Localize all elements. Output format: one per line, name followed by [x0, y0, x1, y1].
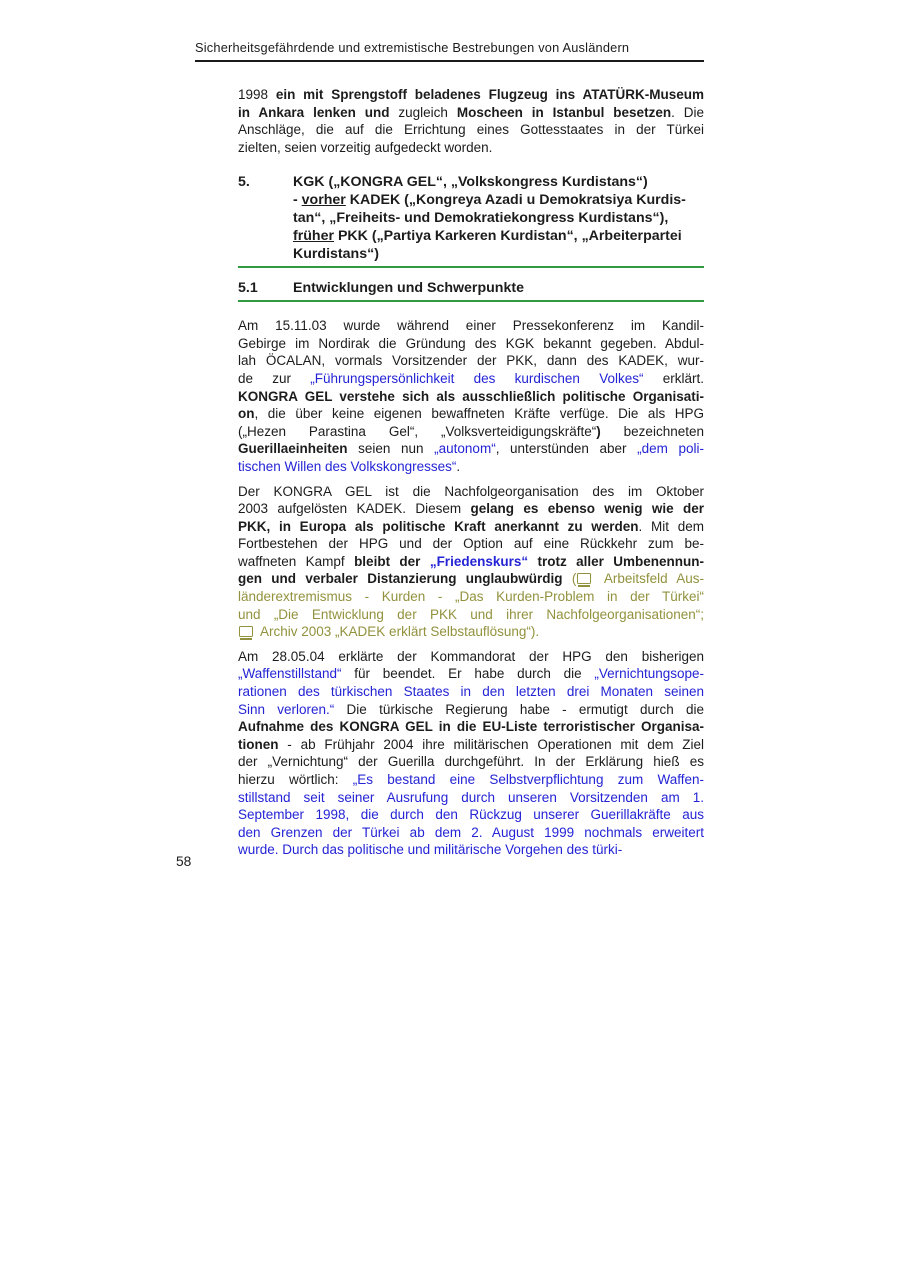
text-run: -	[293, 192, 302, 209]
monitor-icon	[239, 626, 253, 637]
text-run: (	[571, 571, 577, 587]
text-line	[238, 771, 704, 789]
text-run: Der KONGRA GEL ist die Nachfolgeorganisation des im Oktober	[238, 483, 704, 499]
text-run: für beendet. Er habe durch die	[341, 666, 595, 682]
text-line	[238, 405, 704, 423]
text-line	[238, 665, 704, 683]
subsection-title: Entwicklungen und Schwerpunkte	[293, 280, 524, 297]
text-line	[238, 423, 704, 441]
text-line	[238, 352, 704, 370]
text-run: 2003 aufgelösten KADEK. Diesem	[238, 501, 471, 517]
text-run: Moscheen in Istanbul besetzen	[456, 104, 672, 120]
text-run: PKK („Partiya Karkeren Kurdistan“, „Arbeiterpartei	[334, 227, 682, 244]
text-run: Die türkische Regierung habe - ermutigt durch die	[334, 701, 704, 717]
text-run: , unterstünden aber	[495, 441, 638, 457]
section-5-1-heading	[238, 280, 704, 298]
text-line	[238, 535, 704, 553]
text-run: Sinn verloren.“	[238, 701, 335, 717]
text-run: und „Die Entwicklung der PKK und ihrer Nachfolgeorganisationen“;	[238, 606, 704, 622]
text-run: Am 28.05.04 erklärte der Kommandorat der HPG den bisherigen	[238, 648, 704, 664]
text-line	[238, 518, 704, 536]
text-run: tischen Willen des Volkskongresses“	[238, 458, 457, 474]
text-line	[238, 701, 704, 719]
text-run: PKK, in Europa als politische Kraft anerkannt zu werden	[238, 518, 639, 534]
text-line	[238, 753, 704, 771]
text-run: waffneten Kampf	[238, 553, 355, 569]
text-run: on	[238, 406, 255, 422]
text-line	[238, 841, 704, 859]
text-run: September 1998, die durch den Rückzug unserer Guerillakräfte aus	[238, 807, 704, 823]
text-run: gen und verbaler Distanzierung unglaubwürdig	[238, 571, 572, 587]
text-line	[238, 718, 704, 736]
text-line	[238, 370, 704, 388]
text-run: . Die	[671, 104, 704, 120]
text-line	[238, 606, 704, 624]
text-line	[238, 121, 704, 139]
paragraph-successor	[238, 483, 704, 641]
text-run: länderextremismus - Kurden - „Das Kurden-Problem in der Türkei“	[238, 589, 704, 605]
text-run: in Ankara lenken und	[238, 104, 399, 120]
text-run: „dem poli-	[637, 441, 704, 457]
text-run: Arbeitsfeld Aus-	[595, 571, 704, 587]
text-run: Guerillaeinheiten	[238, 441, 348, 457]
text-line	[238, 648, 704, 666]
text-line	[293, 246, 704, 264]
text-run: stillstand seit seiner Ausrufung durch unseren Vorsitzenden am 1.	[238, 789, 704, 805]
text-run: KADEK („Kongreya Azadi u Demokratsiya Kurdis-	[345, 192, 686, 209]
text-run: tan“, „Freiheits- und Demokratiekongress Kurdistans“),	[293, 209, 669, 226]
text-line	[238, 86, 704, 104]
text-run: 1998	[238, 87, 276, 102]
subsection-number: 5.1	[238, 280, 258, 297]
text-run: „autonom“	[434, 441, 496, 457]
section-divider-rule	[238, 266, 704, 268]
text-line	[238, 500, 704, 518]
text-line	[238, 139, 704, 157]
paragraph-founding	[238, 317, 704, 475]
text-run: Aufnahme des KONGRA GEL in die EU-Liste terroristischer Organisa-	[238, 719, 704, 735]
text-run: erklärt.	[643, 370, 704, 386]
text-run: lah ÖCALAN, vormals Vorsitzender der PKK, dann des KADEK, wur-	[238, 353, 704, 369]
section-title	[293, 174, 704, 263]
text-line	[238, 736, 704, 754]
text-line	[238, 588, 704, 606]
text-run: „Vernichtungsope-	[594, 666, 704, 682]
text-run: tionen	[238, 736, 279, 752]
text-run: vorher	[301, 192, 346, 209]
header-title: Sicherheitsgefährdende und extremistische Bestrebungen von Ausländern	[195, 40, 630, 55]
text-run: , die über keine eigenen bewaffneten Kräfte verfüge. Die als HPG	[254, 406, 704, 422]
text-run: .	[456, 458, 461, 474]
text-run: „Es bestand eine Selbstverpflichtung zum Waffen-	[352, 772, 704, 787]
text-run: - ab Frühjahr 2004 ihre militärischen Operationen mit dem Ziel	[278, 736, 704, 752]
page-header	[195, 40, 704, 62]
text-run: bleibt der	[354, 553, 430, 569]
text-run: Gebirge im Nordirak die Gründung des KGK bekannt gegeben. Abdul-	[238, 335, 704, 351]
text-line	[238, 623, 704, 641]
text-line	[238, 683, 704, 701]
text-run: )	[596, 423, 601, 439]
text-line	[238, 570, 704, 588]
text-run: der „Vernichtung“ der Guerilla durchgeführt. In der Erklärung hieß es	[238, 754, 704, 770]
text-run: „Friedenskurs“	[429, 553, 529, 569]
text-run: Archiv 2003 „KADEK erklärt Selbstauflösung“).	[257, 624, 540, 640]
text-run: KONGRA GEL verstehe sich als ausschließlich politische Organisati-	[238, 388, 704, 404]
text-line	[293, 210, 704, 228]
text-line	[238, 553, 704, 571]
text-line	[238, 789, 704, 807]
section-5-heading	[238, 174, 704, 263]
paragraph-ceasefire	[238, 648, 704, 859]
text-run: rationen des türkischen Staates in den letzten drei Monaten seinen	[238, 684, 704, 700]
text-line	[238, 458, 704, 476]
text-line	[238, 806, 704, 824]
section-number: 5.	[238, 174, 250, 191]
monitor-icon	[577, 573, 591, 584]
text-line	[238, 388, 704, 406]
text-run: Anschläge, die auf die Errichtung eines Gottesstaates in der Türkei	[238, 122, 704, 138]
text-run: zugleich	[398, 104, 457, 120]
text-line	[238, 824, 704, 842]
text-run: gelang es ebenso wenig wie der	[470, 501, 704, 517]
text-run: bezeichneten	[600, 423, 704, 439]
text-run: trotz aller Umbenennun-	[528, 553, 704, 569]
text-line	[293, 192, 704, 210]
text-line	[238, 317, 704, 335]
text-run: de zur	[238, 370, 311, 386]
text-run: („Hezen Parastina Gel“, „Volksverteidigungskräfte“	[238, 423, 597, 439]
text-line	[293, 174, 704, 192]
text-line	[293, 228, 704, 246]
text-run: zielten, seien vorzeitig aufgedeckt worden.	[238, 139, 493, 155]
text-line	[238, 335, 704, 353]
subsection-divider-rule	[238, 300, 704, 302]
text-run: ein mit Sprengstoff beladenes Flugzeug ins ATATÜRK-Museum	[275, 87, 704, 102]
text-run: früher	[293, 227, 334, 244]
text-run: wurde. Durch das politische und militärische Vorgehen des türki-	[238, 842, 623, 858]
content-column	[238, 86, 704, 859]
text-run: „Waffenstillstand“	[238, 666, 342, 682]
text-run: Kurdistans“)	[293, 245, 379, 262]
text-run: Fortbestehen der HPG und der Option auf eine Rückkehr zum be-	[238, 536, 704, 552]
text-run: KGK („KONGRA GEL“, „Volkskongress Kurdistans“)	[293, 174, 648, 191]
page-number: 58	[176, 854, 192, 869]
text-run: hierzu wörtlich:	[238, 772, 353, 787]
text-run: den Grenzen der Türkei ab dem 2. August 1999 nochmals erweitert	[238, 824, 704, 840]
text-run: „Führungspersönlichkeit des kurdischen Volkes“	[310, 370, 644, 386]
text-run: Am 15.11.03 wurde während einer Pressekonferenz im Kandil-	[238, 318, 704, 334]
text-run: . Mit dem	[638, 518, 704, 534]
text-run: seien nun	[347, 441, 435, 457]
text-line	[238, 440, 704, 458]
text-line	[238, 483, 704, 501]
text-line	[238, 104, 704, 122]
intro-paragraph	[238, 86, 704, 156]
